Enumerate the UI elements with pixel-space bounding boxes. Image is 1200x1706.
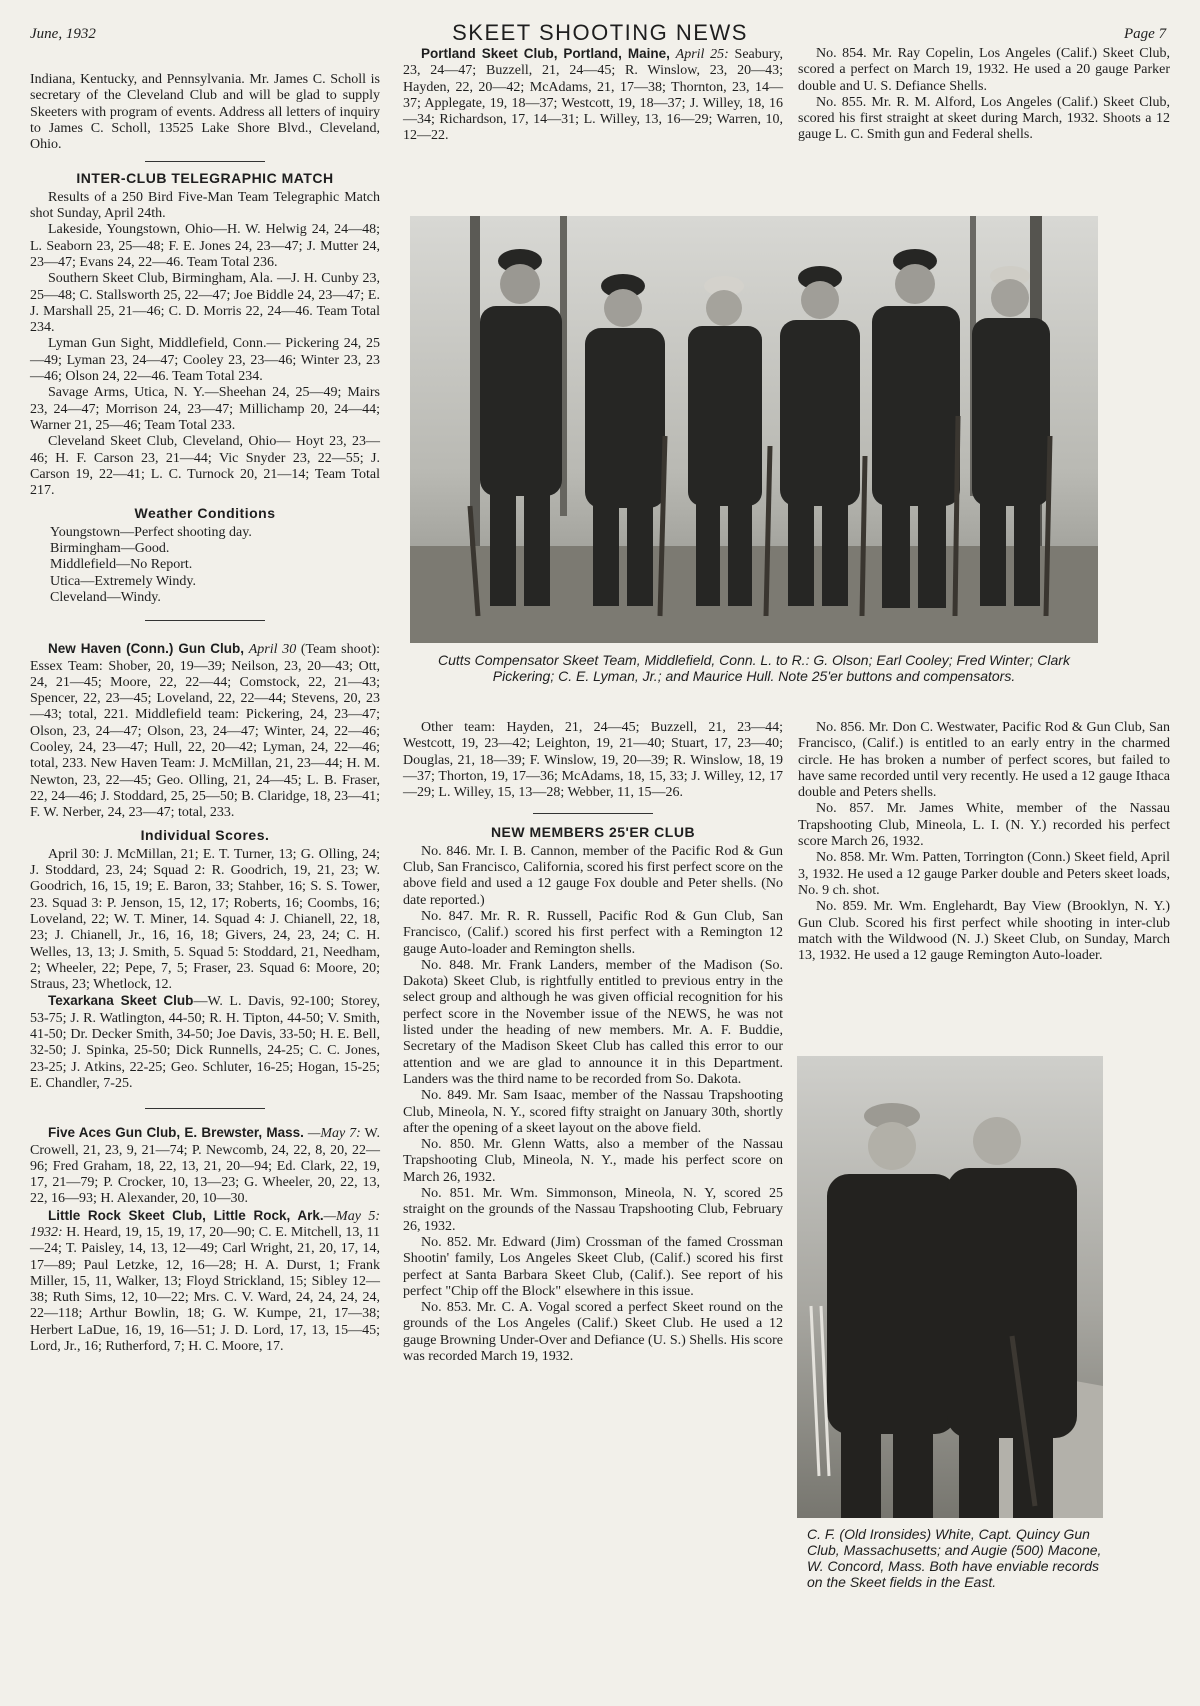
weather-item: Cleveland—Windy. [50, 589, 161, 605]
texarkana-lead: Texarkana Skeet Club [48, 993, 194, 1009]
column-middle [403, 720, 783, 1365]
white-macone-caption: C. F. (Old Ironsides) White, Capt. Quincy Gun Club, Massachusetts; and Augie (500) Macone, W. Concord, Mass. Both have enviable records on the Skeet fields in the East. [807, 1526, 1102, 1590]
intro-paragraph: Indiana, Kentucky, and Pennsylvania. Mr. James C. Scholl is secretary of the Cleveland Club and will be glad to supply Skeeters with program of events. Address all letters of inquiry to James C. Scholl, 13525 Lake Shore Blvd., Cleveland, Ohio. [30, 72, 380, 153]
team-photo-caption: Cutts Compensator Skeet Team, Middlefield, Conn. L. to R.: G. Olson; Earl Cooley; Fred Winter; Clark Pickering; C. E. Lyman, Jr.; and Maurice Hull. Note 25'er buttons and compensators. [438, 652, 1070, 684]
member-entry: No. 846. Mr. I. B. Cannon, member of the Pacific Rod & Gun Club, San Francisco, California, scored his first perfect score on the above field and used a 12 gauge Fox double and Peter shells. (No date reported.) [403, 843, 783, 908]
column-right-bottom [798, 720, 1170, 964]
other-team-scores: Other team: Hayden, 21, 24—45; Buzzell, 21, 23—44; Westcott, 19, 23—42; Leighton, 19, 21—40; Stuart, 17, 23—40; Douglas, 21, 18—39; F. Winslow, 19, 20—39; R. Winslow, 18, 19—37; Thorton, 19, 17—36; McAdams, 18, 15, 33; J. Willey, 12, 17—29; L. Willey, 15, 13—28; Webber, 11, 15—26. [403, 720, 783, 801]
white-macone-photo [797, 1056, 1103, 1518]
members-heading: NEW MEMBERS 25'ER CLUB [490, 824, 696, 841]
member-entry: No. 853. Mr. C. A. Vogal scored a perfect Skeet round on the grounds of the Los Angeles (Calif.) Skeet Club. He used a 12 gauge Browning Under-Over and Defiance (U. S.) Shells. His score was recorded March 19, 1932. [403, 1300, 783, 1364]
column-right-top [798, 46, 1170, 144]
member-entry: No. 858. Mr. Wm. Patten, Torrington (Conn.) Skeet field, April 3, 1932. He used a 12 gauge Parker double and Peters skeet loads, No. 9 ch. shot. [798, 850, 1170, 898]
telegraphic-heading: INTER-CLUB TELEGRAPHIC MATCH [76, 170, 334, 187]
member-entry: No. 856. Mr. Don C. Westwater, Pacific Rod & Gun Club, San Francisco, (Calif.) is entitled to an early entry in the charmed circle. He has broken a number of perfect scores, but failed to have same recorded until very recently. He used a 12 gauge Ithaca double and Peters shells. [798, 720, 1170, 801]
telegraphic-para: Cleveland Skeet Club, Cleveland, Ohio— Hoyt 23, 23—46; H. F. Carson 23, 21—44; Vic Snyder 23, 22—55; J. Carson 19, 22—41; L. C. Turnock 20, 21—14; Team Total 217. [30, 434, 380, 499]
column-left [30, 72, 380, 1355]
texarkana-report [30, 993, 380, 1092]
member-entry: No. 849. Mr. Sam Isaac, member of the Nassau Trapshooting Club, Mineola, N. Y., scored fifty straight on January 30th, shortly after the opening of a skeet layout on the above field. [403, 1088, 783, 1136]
individual-scores: April 30: J. McMillan, 21; E. T. Turner, 13; G. Olling, 24; J. Stoddard, 23, 24; Squad 2: R. Goodrich, 19, 21, 23; W. Goodrich, 16, 15, 19; E. Baron, 33; Stahber, 16; S. S. Tower, 23. Squad 3: P. Jenson, 15, 12, 17; Roberts, 16; Coombs, 16; Loveland, 22; W. T. Miner, 14. Squad 4: J. Chianell, 22, 18, 23; J. Chianell, Jr., 16, 16, 18; Givers, 24, 23, 24; C. H. Welles, 13, 13; J. Smith, 5. Squad 5: Stoddard, 21, Needham, 2; Wheeler, 22; Pepe, 7, 5; Fraser, 23. Squad 6: Moore, 20; Straus, 23; Whetlock, 12. [30, 846, 380, 993]
issue-date: June, 1932 [30, 26, 96, 42]
member-entry: No. 852. Mr. Edward (Jim) Crossman of the famed Crossman Shootin' family, Los Angeles Skeet Club, (Calif.) scored his first perfect at Santa Barbara Skeet Club, (Calif.). See report of his perfect "Chip off the Block" elsewhere in this issue. [403, 1234, 783, 1299]
white-macone-photo-image [797, 1056, 1103, 1518]
weather-list [30, 525, 380, 606]
magazine-title: SKEET SHOOTING NEWS [452, 20, 748, 45]
member-entry: No. 847. Mr. R. R. Russell, Pacific Rod & Gun Club, San Francisco, (Calif.) scored his first perfect with a Remington 12 gauge Auto-loader and Remington shells. [403, 908, 783, 957]
divider [145, 1108, 265, 1109]
portland-report [403, 46, 783, 145]
telegraphic-para: Savage Arms, Utica, N. Y.—Sheehan 24, 25—49; Mairs 23, 24—47; Morrison 24, 23—47; Millichamp 20, 24—44; Warner 21, 25—46; Team Total 233. [30, 385, 380, 433]
fiveaces-text: W. Crowell, 21, 23, 9, 21—74; P. Newcomb, 24, 22, 8, 20, 22—96; Fred Graham, 18, 22, 13, 21, 20—94; Ed. Clark, 22, 19, 17, 21—79; P. Crocker, 10, 13—23; G. Wheeler, 20, 22, 13, 22, 16—93; H. Alexander, 20, 10—30. [30, 1126, 380, 1207]
weather-item: Youngstown—Perfect shooting day. [50, 524, 252, 540]
weather-item: Middlefield—No Report. [50, 557, 193, 573]
weather-item: Birmingham—Good. [50, 541, 170, 557]
texarkana-text: —W. L. Davis, 92-100; Storey, 53-75; J. R. Watlington, 44-50; R. H. Tipton, 44-50; V. Smith, 41-50; Dr. Decker Smith, 34-50; Joe Davis, 33-50; H. E. Bell, 32-50; J. Spinka, 25-50; Dick Runnells, 24-25; C. C. Jones, 23-25; J. Atkins, 22-25; Geo. Schluter, 16-25; Hogan, 15-25; E. Chandler, 7-25. [30, 994, 381, 1091]
fiveaces-date: —May 7: [307, 1126, 361, 1142]
member-entry: No. 854. Mr. Ray Copelin, Los Angeles (Calif.) Skeet Club, scored a perfect on March 19, 1932. He used a 20 gauge Parker double and U. S. Defiance Shells. [798, 46, 1170, 94]
newhaven-text: (Team shoot): Essex Team: Shober, 20, 19—39; Neilson, 23, 20—43; Ott, 24, 21—45; Moore, 22, 22—44; Comstock, 22, 21—43; Spencer, 22, 23—45; Loveland, 22, 22—44; Stevens, 20, 23—43; total, 221. Middlefield team: Pickering, 24, 23—47; Olson, 23, 24—47; Olson, 23, 24—47; Winter, 24, 22—46; Cooley, 24, 23—47; Hull, 22, 20—42; Lyman, 24, 22—46; total, 233. New Haven Team: J. McMillan, 21, 23—44; H. M. Newton, 23, 22—45; Geo. Olling, 21, 24—45; L. B. Fraser, 22, 24—46; J. Stoddard, 25, 25—50; B. Claridge, 18, 23—41; F. W. Nerber, 24, 23—47; total, 233. [30, 642, 381, 821]
divider [145, 620, 265, 621]
weather-heading: Weather Conditions [134, 505, 276, 522]
telegraphic-para: Results of a 250 Bird Five-Man Team Telegraphic Match shot Sunday, April 24th. [30, 189, 380, 222]
newhaven-lead: New Haven (Conn.) Gun Club, [48, 641, 245, 657]
divider [533, 813, 653, 814]
telegraphic-para: Southern Skeet Club, Birmingham, Ala. —J. H. Cunby 23, 25—48; C. Stallsworth 25, 22—47; Joe Biddle 24, 23—47; E. J. Marshall 25, 21—46; C. D. Morris 22, 24—46. Team Total 234. [30, 271, 380, 336]
portland-text: Seabury, 23, 24—47; Buzzell, 21, 24—45; R. Winslow, 23, 20—43; Hayden, 22, 20—42; McAdams, 21, 17—38; Thornton, 23, 14—37; Applegate, 19, 18—37; Westcott, 19, 18—37; J. Willey, 18, 16—34; Richardson, 17, 14—31; L. Willey, 13, 16—29; Warren, 10, 12—22. [403, 47, 783, 144]
member-entry: No. 859. Mr. Wm. Englehardt, Bay View (Brooklyn, N. Y.) Gun Club. Scored his first perfect while shooting in inter-club match with the Wildwood (N. J.) Skeet Club, on Sunday, March 13, 1932. He used a 12 gauge Remington Auto-loader. [798, 899, 1170, 964]
member-entry: No. 850. Mr. Glenn Watts, also a member of the Nassau Trapshooting Club, Mineola, N. Y., made his perfect score on March 26, 1932. [403, 1137, 783, 1185]
member-entry: No. 855. Mr. R. M. Alford, Los Angeles (Calif.) Skeet Club, scored his first straight at skeet during March, 1932. Shoots a 12 gauge L. C. Smith gun and Federal shells. [798, 94, 1170, 143]
portland-block [403, 46, 783, 145]
littlerock-lead: Little Rock Skeet Club, Little Rock, Ark. [48, 1207, 324, 1223]
telegraphic-para: Lakeside, Youngstown, Ohio—H. W. Helwig 24, 24—48; L. Seaborn 23, 25—48; F. E. Jones 24, 23—47; J. Mutter 24, 23—47; Evans 24, 22—46. Team Total 236. [30, 222, 380, 270]
member-entry: No. 857. Mr. James White, member of the Nassau Trapshooting Club, Mineola, L. I. (N. Y.) recorded his perfect score March 26, 1932. [798, 801, 1170, 850]
weather-item: Utica—Extremely Windy. [50, 573, 197, 589]
member-entry: No. 848. Mr. Frank Landers, member of the Madison (So. Dakota) Skeet Club, is rightfully entitled to previous entry in the select group and although he was given official recognition for his perfect score in the November issue of the NEWS, he was not listed under the heading of new members. Mr. A. F. Buddie, Secretary of the Madison Skeet Club has called this error to our attention and we are glad to announce it in this Department. Landers was the third name to be recorded from So. Dakota. [403, 957, 783, 1087]
newhaven-date: April 30 [248, 642, 297, 658]
littlerock-date: —May 5: 1932: [30, 1208, 380, 1240]
fiveaces-report [30, 1125, 380, 1207]
page-number: Page 7 [1124, 26, 1167, 42]
portland-lead: Portland Skeet Club, Portland, Maine, [421, 46, 670, 61]
team-photo [410, 216, 1098, 643]
team-photo-image [410, 216, 1098, 643]
divider [145, 161, 265, 162]
telegraphic-para: Lyman Gun Sight, Middlefield, Conn.— Pickering 24, 25—49; Lyman 23, 24—47; Cooley 23, 23—46; Winter 23, 23—46; Olson 24, 22—46. Team Total 234. [30, 336, 380, 385]
littlerock-report [30, 1208, 380, 1356]
member-entry: No. 851. Mr. Wm. Simmonson, Mineola, N. Y, scored 25 straight on the grounds of the Nassau Trapshooting Club, February 26, 1932. [403, 1186, 783, 1234]
littlerock-text: H. Heard, 19, 15, 19, 17, 20—90; C. E. Mitchell, 13, 11—24; T. Paisley, 14, 13, 12—49; Carl Wright, 21, 20, 17, 14, 17—89; Paul Letzke, 12, 16—28; H. A. Durst, 1; Frank Miller, 15, 11, Walker, 13; Floyd Strickland, 15; Sibley 12—38; Ruth Sims, 12, 10—22; Mrs. C. V. Ward, 24, 24, 24, 24, 22—118; Arthur Bowlin, 18; G. W. Kumpe, 21, 17—38; Herbert LaDue, 16, 19, 16—51; J. D. Lord, 17, 13, 15—45; Lord, Jr., 16; Rutherford, 7; H. C. Moore, 17. [30, 1225, 380, 1355]
newhaven-report [30, 641, 380, 821]
fiveaces-lead: Five Aces Gun Club, E. Brewster, Mass. [48, 1125, 304, 1141]
individual-heading: Individual Scores. [140, 827, 270, 844]
portland-date: April 25: [675, 47, 729, 62]
